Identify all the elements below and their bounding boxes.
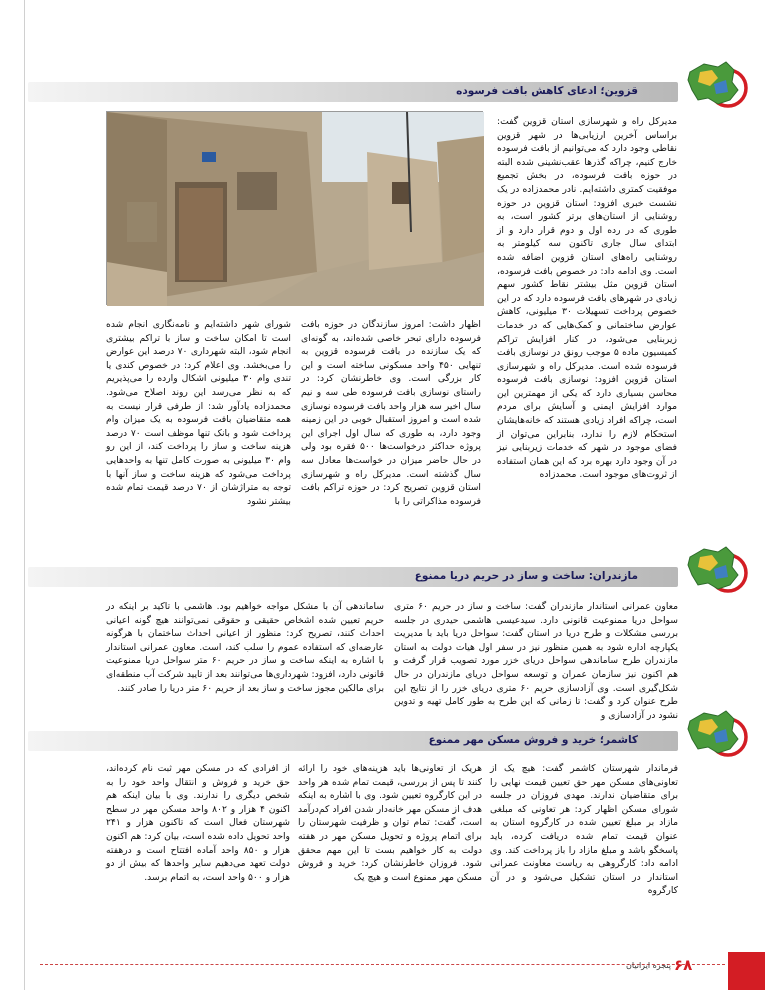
article-mazandaran-col-1: معاون عمرانی استاندار مازندران گفت: ساخت و ساز در حریم ۶۰ متری سواحل دریا ممنوعیت قانونی دارد. سیدعیسی هاشمی حیدری در جلسه بررسی مشکلات و طرح دریا در استان گفت: سواحل دریا باید با مدیریت یکپارچه اداره شود به همین منظور نیز در سفر اول هیات دولت به استان مازندران طرح ساماندهی سواحل دریای خزر مورد تصویب قرار گرفت و هم اکنون نیز سازمان عمران و توسعه سواحل دریای مازندران در حال شکل‌گیری است. وی آزادسازی حریم ۶۰ متری دریای خزر را از نتایج این طرح عنوان کرد و گفت: تا زمانی که این طرح به طور کامل تهیه و تدوین نشود در آزادسازی و	[394, 601, 679, 721]
article-qazvin-col-1: مدیرکل راه و شهرسازی استان قزوین گفت: براساس آخرین ارزیابی‌ها در شهر قزوین نقاطی وجود دارد که می‌توانیم از بافت فرسوده خارج کنیم، چراکه گذرها عقب‌نشینی شده البته در حوزه بافت فرسوده، در بخش تجمیع موفقیت کمتری داشته‌ایم. نادر محمدزاده در یک نشست خبری افزود: استان قزوین در حوزه روشنایی از استان‌های برتر کشور است، به طوری که در رده اول و دوم قرار دارد و از ابتدای سال جاری تاکنون سه کیلومتر به روشنایی راه‌های استان قزوین اضافه شده است. وی ادامه داد: در خصوص بافت فرسوده، استان قزوین مثل بیشتر نقاط کشور سهم زیادی در شهرهای بافت فرسوده دارد که در این خصوص پرداخت تسهیلات ۳۰ میلیونی، کاهش عوارض ساختمانی و کمک‌هایی که در خدمات زیربنایی می‌شود، در کنار افزایش تراکم کمیسیون ماده ۵ موجب رونق در نوسازی بافت فرسوده شده است. مدیرکل راه و شهرسازی استان قزوین افزود: نوسازی بافت فرسوده محاسن بسیاری دارد که یکی از مهمترین این موارد افزایش ایمنی و آسایش برای مردم است، چراکه افراد زیادی هستند که خانه‌هایشان استحکام لازم را ندارد، بنابراین می‌توان از فضای موجود در شهر که خدمات زیربنایی نیز در آن وجود دارد بهره برد که این همان استفاده از ثروت‌های موجود است. محمدزاده	[497, 116, 678, 481]
section-header-qazvin	[28, 82, 678, 102]
article-kashmar-col-2: هریک از تعاونی‌ها باید هزینه‌های خود را ارائه کنند تا پس از بررسی، قیمت تمام شده هر واحد در این کارگروه تعیین شود. وی با اشاره به اینکه هدف از مسکن مهر خانه‌دار شدن افراد کم‌درآمد است، گفت: تمام توان و ظرفیت شهرستان را برای اتمام پروژه و تحویل مسکن مهر در هفته دولت به کار خواهیم بست تا این مهم محقق شود. فروزان خاطرنشان کرد: خرید و فروش مسکن مهر ممنوع است و هیچ یک	[298, 763, 482, 883]
article-mazandaran-col-2: ساماندهی آن با مشکل مواجه خواهیم بود. هاشمی با تاکید بر اینکه در حریم تعیین شده اشخاص حقیقی و حقوقی نمی‌توانند هیچ گونه اعیانی احداث کنند، تصریح کرد: منظور از اعیانی احداث ساختمان با هرگونه عارضه‌ای که استفاده عموم را سلب کند، است. معاون عمرانی استاندار با اشاره به اینکه ساخت و ساز در حریم ۶۰ متر سواحل دریا ممنوعیت قانونی دارد، افزود: شهرداری‌ها می‌توانند بعد از تایید شرکت آب منطقه‌ای برای مالکین مجوز ساخت و ساز بعد از حریم ۶۰ متر دریا را صادر کنند.	[106, 601, 384, 694]
section-header-kashmar	[28, 731, 678, 751]
section-header-mazandaran	[28, 567, 678, 587]
magazine-name: پنجره ایرانیان	[626, 961, 671, 970]
article-kashmar-col-1: فرماندار شهرستان کاشمر گفت: هیچ یک از تعاونی‌های مسکن مهر حق تعیین قیمت نهایی را برای متقاضیان ندارند. مهدی فروزان در جلسه شورای مسکن اظهار کرد: هر تعاونی که مبلغی مازاد بر مبلغ تعیین شده در کارگروه استان به عنوان قیمت تمام شده دریافت کرده، باید پاسخگو باشد و مبلغ مازاد را باز پرداخت کند. وی ادامه داد: کارگروهی به ریاست معاونت عمرانی استاندار در استان تشکیل می‌شود و در آن کارگروه	[490, 763, 678, 897]
article-qazvin-col-2: اظهار داشت: امروز سازندگان در حوزه بافت فرسوده دارای تبحر خاصی شده‌اند، به گونه‌ای که یک سازنده در بافت فرسوده قزوین به تنهایی ۴۵۰ واحد مسکونی ساخته است و این کار بزرگی است. وی خاطرنشان کرد: در راستای نوسازی بافت فرسوده طی سه و نیم سال اخیر سه هزار واحد بافت فرسوده نوسازی شده است و امروز استقبال خوبی در این زمینه وجود دارد، به طوری که سال اول اجرای این پروژه حداکثر درخواست‌ها ۵۰۰ فقره بود ولی در حال حاضر میزان در خواست‌ها معادل سه سال گذشته است. مدیرکل راه و شهرسازی استان قزوین تصریح کرد: در حوزه تراکم بافت فرسوده مذاکراتی را با	[301, 319, 482, 507]
article-qazvin-col-3: شورای شهر داشته‌ایم و نامه‌نگاری انجام شده است تا امکان ساخت و ساز با تراکم بیشتری انجام شود، البته شهرداری ۷۰ درصد این عوارض را می‌بخشد. وی اعلام کرد: در خصوص کندی یا تندی وام ۳۰ میلیونی اشکال وارده را می‌پذیریم که به نظر می‌رسد این روند اصلاح می‌شود. محمدزاده یادآور شد: از طرفی قرار نیست به همه متقاضیان بافت فرسوده به یک میزان وام پرداخت شود و بانک تنها موظف است ۷۰ درصد هزینه ساخت و ساز را پرداخت کند، از این رو وام ۳۰ میلیونی به صورت کامل تنها به واحدهایی پرداخت می‌شود که هزینه ساخت و ساز آنها با توجه به متراژشان از ۷۰ درصد قیمت تمام شده بیشتر نشود	[106, 319, 292, 507]
page-margin-line	[24, 0, 25, 990]
footer-divider	[40, 964, 725, 965]
article-kashmar-col-3: از افرادی که در مسکن مهر ثبت نام کرده‌اند، حق خرید و فروش و انتقال واحد خود را به شخص دیگری را ندارند. وی با بیان اینکه هم اکنون ۴ هزار و ۸۰۲ واحد مسکن مهر در سطح شهرستان فعال است که تاکنون هزار و ۲۴۱ واحد تحویل داده شده است، بیان کرد: هم اکنون هزار و ۸۵۰ واحد آماده افتتاح است و درهفته دولت تعهد می‌دهیم سایر واحدها که بیش از دو هزار و ۵۰۰ واحد است، به اتمام برسد.	[106, 763, 291, 883]
section-title: قزوین؛ ادعای کاهش بافت فرسوده	[456, 85, 638, 97]
iran-map-icon	[684, 58, 748, 110]
page-number: ۶۸	[674, 956, 693, 974]
iran-map-icon	[684, 707, 748, 759]
section-title: مازندران: ساخت و ساز در حریم دریا ممنوع	[414, 570, 638, 582]
iran-map-icon	[684, 543, 748, 595]
section-title: کاشمر؛ خرید و فروش مسکن مهر ممنوع	[428, 734, 638, 746]
old-alley-photo	[106, 111, 483, 305]
page-corner-tab	[728, 952, 765, 990]
